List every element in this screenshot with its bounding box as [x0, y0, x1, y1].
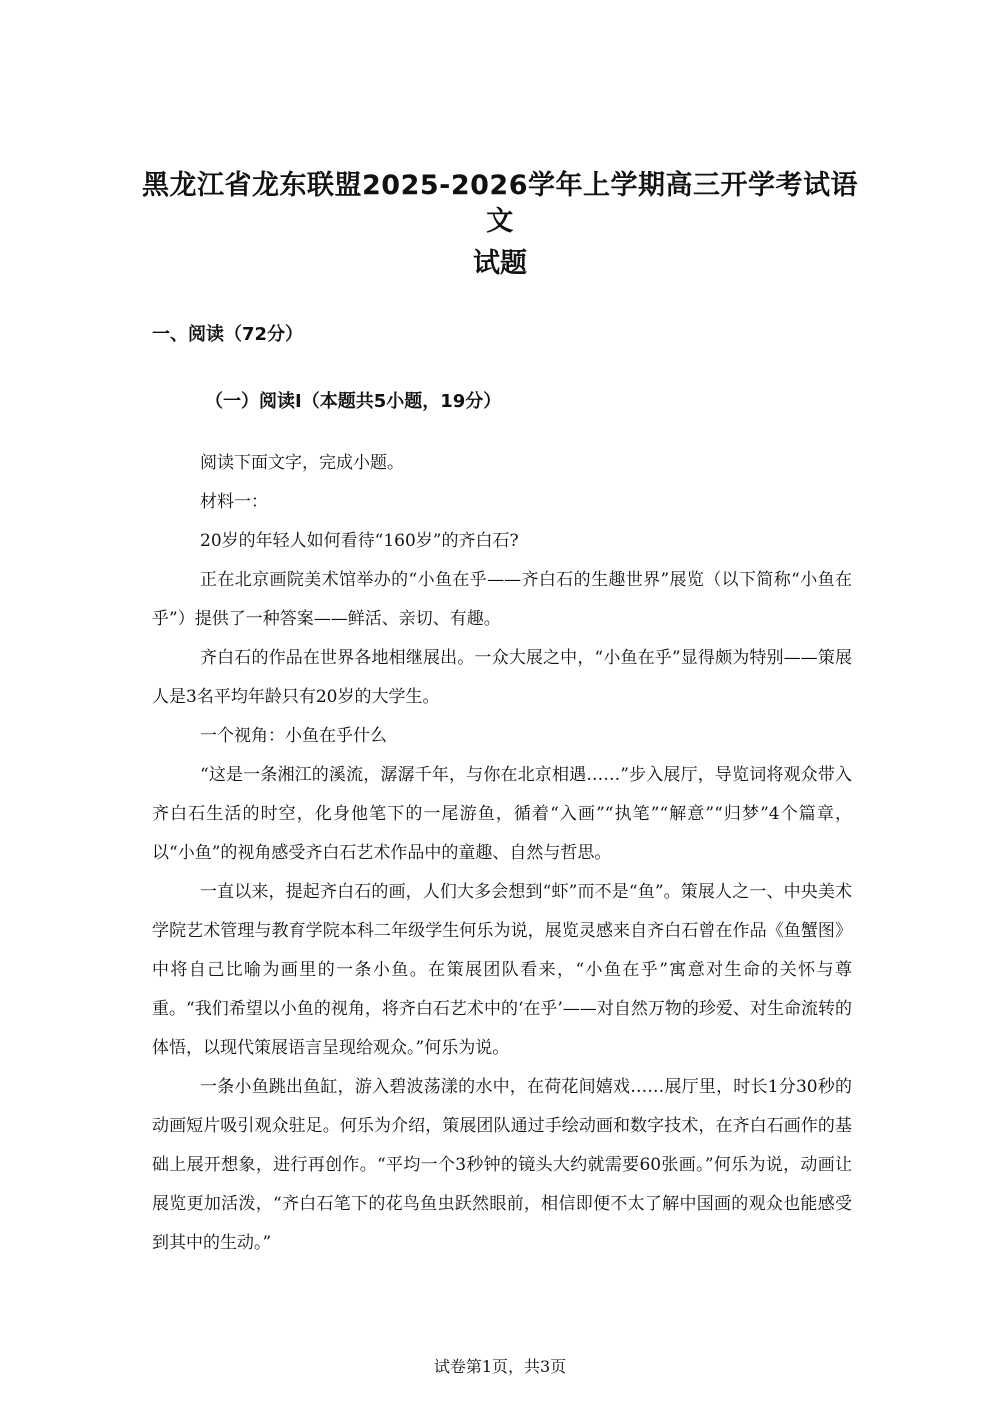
paragraph: 一个视角：小鱼在乎什么 [200, 726, 387, 746]
document-title-continued: 试题 [473, 248, 527, 279]
page-footer: 试卷第1页，共3页 [433, 1357, 567, 1376]
paragraph: 一条小鱼跳出鱼缸，游入碧波荡漾的水中，在荷花间嬉戏……展厅里，时长1分30秒的动画短片吸引观众驻足。何乐为介绍，策展团队通过手绘动画和数字技术，在齐白石画作的基础上展开想象，进行再创作。“平均一个3秒钟的镜头大约就需要60张画。”何乐为说，动画让展览更加活泼，“齐白石笔下的花鸟鱼虫跃然眼前，相信即便不太了解中国画的观众也能感受到其中的生动。” [152, 1077, 852, 1253]
paragraph: 一直以来，提起齐白石的画，人们大多会想到“虾”而不是“鱼”。策展人之一、中央美术学院艺术管理与教育学院本科二年级学生何乐为说，展览灵感来自齐白石曾在作品《鱼蟹图》中将自己比喻为画里的一条小鱼。在策展团队看来，“小鱼在乎”寓意对生命的关怀与尊重。“我们希望以小鱼的视角，将齐白石艺术中的‘在乎’——对自然万物的珍爱、对生命流转的体悟，以现代策展语言呈现给观众。”何乐为说。 [152, 882, 852, 1058]
sub-section-heading: （一）阅读I（本题共5小题，19分） [205, 391, 502, 412]
reading-passage [152, 444, 852, 1263]
paragraph: 正在北京画院美术馆举办的“小鱼在乎——齐白石的生趣世界”展览（以下简称“小鱼在乎”）提供了一种答案——鲜活、亲切、有趣。 [152, 570, 852, 629]
section-heading: 一、阅读（72分） [152, 324, 304, 345]
paragraph: 材料一： [200, 492, 268, 512]
document-title: 黑龙江省龙东联盟2025-2026学年上学期高三开学考试语文 [142, 170, 858, 237]
paragraph: 齐白石的作品在世界各地相继展出。一众大展之中，“小鱼在乎”显得颇为特别——策展人是3名平均年龄只有20岁的大学生。 [152, 648, 852, 707]
paragraph: 阅读下面文字，完成小题。 [200, 453, 404, 473]
paragraph: 20岁的年轻人如何看待“160岁”的齐白石? [200, 531, 519, 551]
paragraph: “这是一条湘江的溪流，潺潺千年，与你在北京相遇……”步入展厅，导览词将观众带入齐白石生活的时空，化身他笔下的一尾游鱼，循着“入画”“执笔”“解意”“归梦”4个篇章，以“小鱼”的视角感受齐白石艺术作品中的童趣、自然与哲思。 [152, 765, 852, 863]
